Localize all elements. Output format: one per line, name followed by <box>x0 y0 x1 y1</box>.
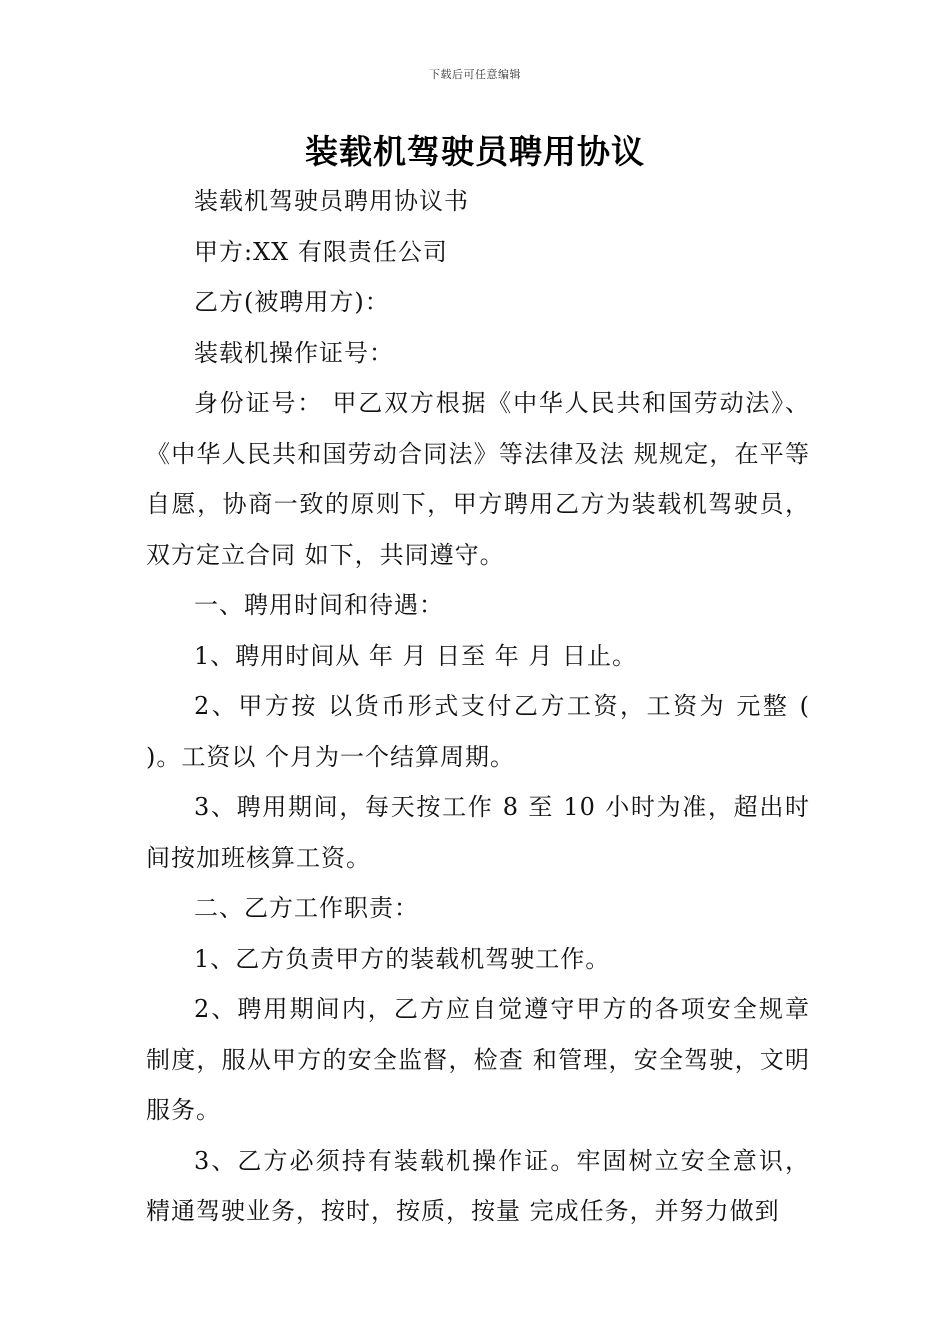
document-title: 装载机驾驶员聘用协议 <box>305 132 645 171</box>
section-heading-term-and-pay: 一、聘用时间和待遇： <box>194 591 444 619</box>
clause-2-2: 2、聘用期间内，乙方应自觉遵守甲方的各项安全规章制度，服从甲方的安全监督，检查 和管理，安全驾驶，文明服务。 <box>146 995 810 1124</box>
header-note: 下载后可任意编辑 <box>429 68 521 81</box>
section-heading-duties: 二、乙方工作职责： <box>194 894 419 922</box>
clause-1-2: 2、甲方按 以货币形式支付乙方工资，工资为 元整 ( )。工资以 个月为一个结算周期。 <box>146 692 810 771</box>
paragraph-party-b: 乙方(被聘用方)： <box>194 288 390 316</box>
clause-2-3: 3、乙方必须持有装载机操作证。牢固树立安全意识，精通驾驶业务，按时，按质，按量 完成任务，并努力做到 <box>146 1146 810 1225</box>
clause-2-1: 1、乙方负责甲方的装载机驾驶工作。 <box>194 944 611 973</box>
paragraph-subtitle: 装载机驾驶员聘用协议书 <box>194 187 469 215</box>
paragraph-party-a: 甲方:XX 有限责任公司 <box>194 237 448 266</box>
clause-1-1: 1、聘用时间从 年 月 日至 年 月 日止。 <box>194 641 638 670</box>
paragraph-id-and-preamble: 身份证号： 甲乙双方根据《中华人民共和国劳动法》、《中华人民共和国劳动合同法》等法律及法 规规定，在平等自愿，协商一致的原则下，甲方聘用乙方为装载机驾驶员，双方定立合同 如下，共同遵守。 <box>146 389 810 569</box>
clause-1-3: 3、聘用期间，每天按工作 8 至 10 小时为准，超出时间按加班核算工资。 <box>146 793 810 872</box>
document-body <box>146 176 810 1237</box>
paragraph-operator-license: 装载机操作证号： <box>194 338 394 367</box>
